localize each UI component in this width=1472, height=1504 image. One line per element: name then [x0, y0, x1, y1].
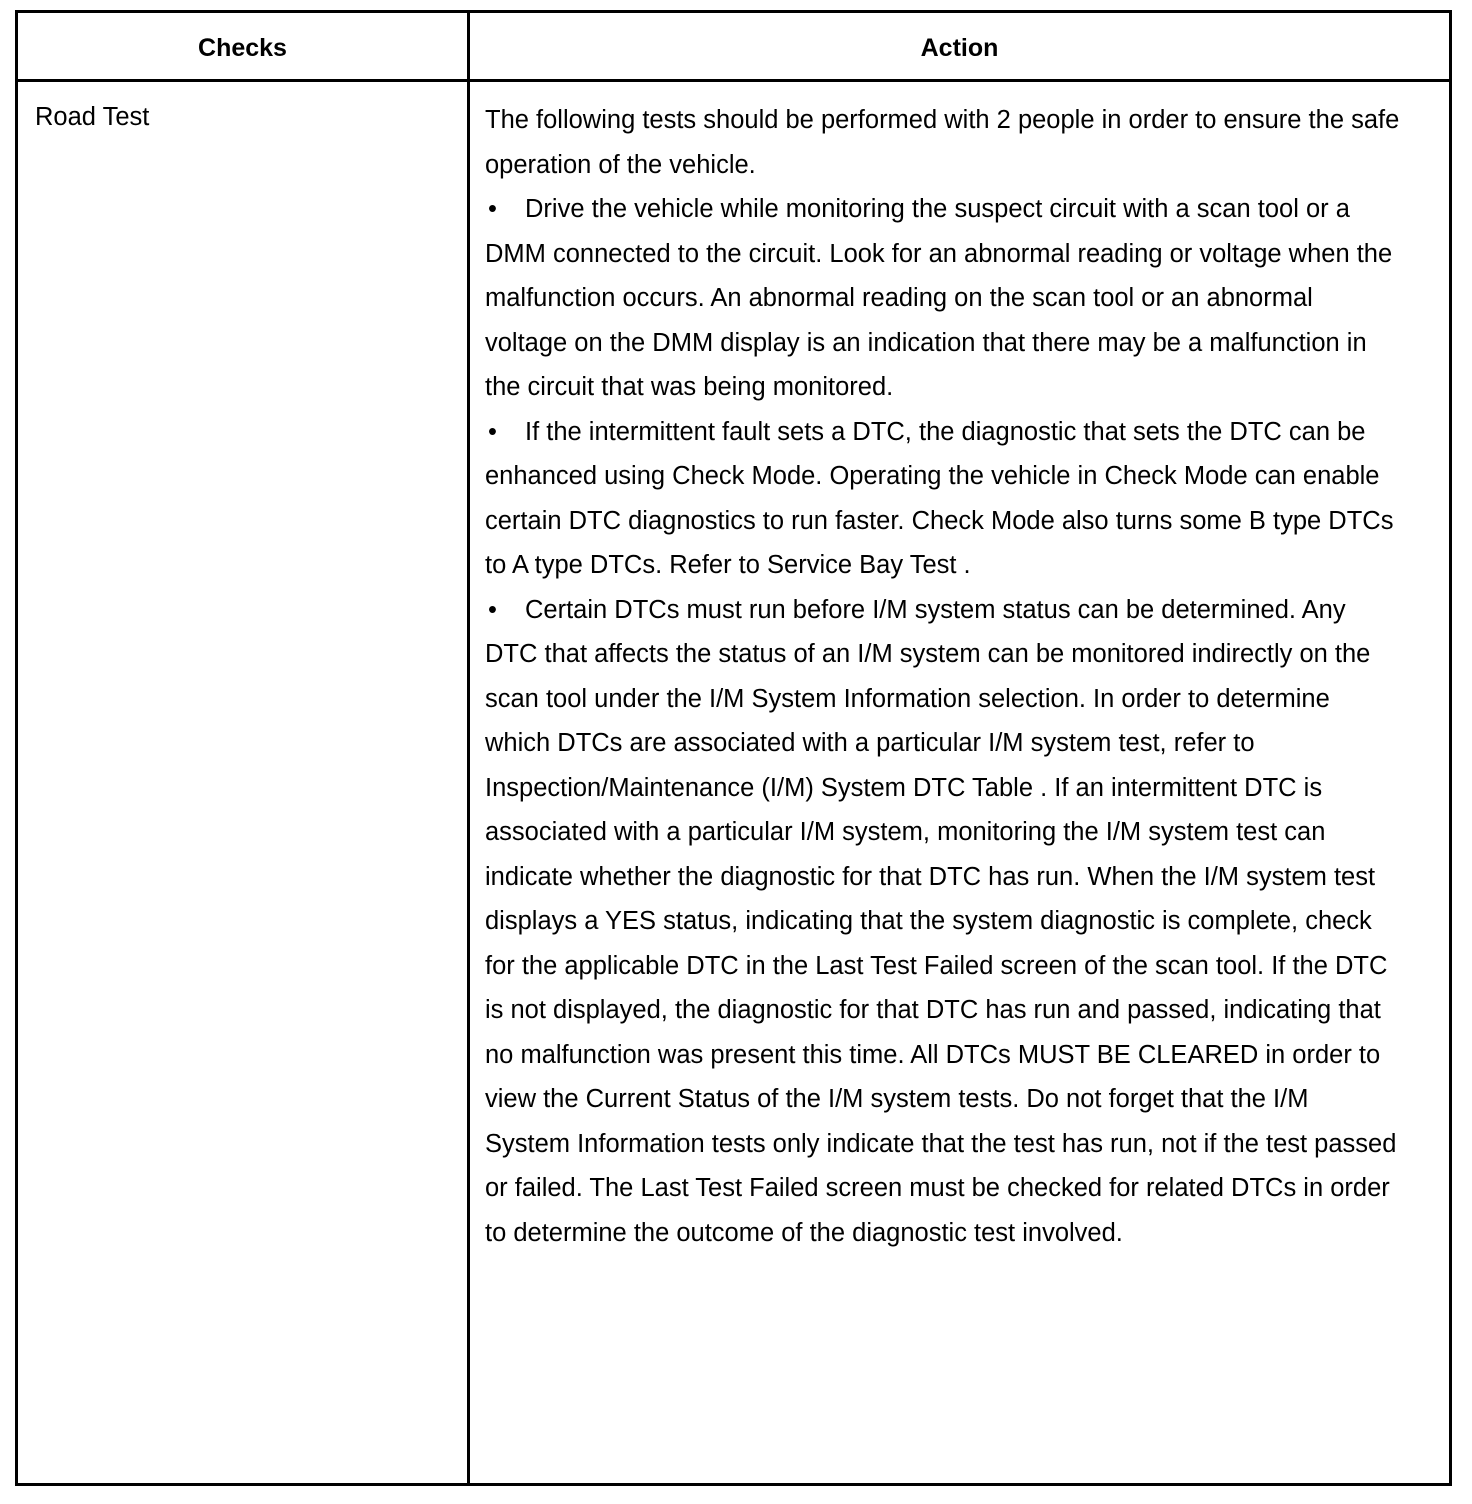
- column-header-checks: Checks: [198, 34, 287, 62]
- bullet-icon: •: [488, 417, 497, 446]
- action-intro: The following tests should be performed with 2 people in order to ensure the safe operation of the vehicle.: [485, 106, 1400, 179]
- diagnostic-table: [15, 10, 1452, 1486]
- action-bullet-text: If the intermittent fault sets a DTC, the diagnostic that sets the DTC can be enhanced using Check Mode. Operating the vehicle in Check Mode can enable certain DTC diagnostics to run faster. Check Mode also turns some B type DTCs to A type DTCs. Refer to Service Bay Test .: [485, 417, 1394, 579]
- action-bullet-text: Certain DTCs must run before I/M system status can be determined. Any DTC that affects the status of an I/M system can be monitored indirectly on the scan tool under the I/M System Information selection. In order to determine which DTCs are associated with a particular I/M system test, refer to Inspection/Maintenance (I/M) System DTC Table . If an intermittent DTC is associated with a particular I/M system, monitoring the I/M system test can indicate whether the diagnostic for that DTC has run. When the I/M system test displays a YES status, indicating that the system diagnostic is complete, check for the applicable DTC in the Last Test Failed screen of the scan tool. If the DTC is not displayed, the diagnostic for that DTC has run and passed, indicating that no malfunction was present this time. All DTCs MUST BE CLEARED in order to view the Current Status of the I/M system tests. Do not forget that the I/M System Information tests only indicate that the test has run, not if the test passed or failed. The Last Test Failed screen must be checked for related DTCs in order to determine the outcome of the diagnostic test involved.: [485, 595, 1397, 1247]
- action-cell: [485, 98, 1400, 1255]
- action-bullet-item: [485, 410, 1400, 588]
- table-header-row: [18, 13, 1449, 82]
- action-bullet-item: [485, 588, 1400, 1256]
- action-bullet-text: Drive the vehicle while monitoring the suspect circuit with a scan tool or a DMM connected to the circuit. Look for an abnormal reading or voltage when the malfunction occurs. An abnormal reading on the scan tool or an abnormal voltage on the DMM display is an indication that there may be a malfunction in the circuit that was being monitored.: [485, 195, 1393, 401]
- check-cell: Road Test: [35, 103, 150, 131]
- bullet-icon: •: [488, 195, 497, 223]
- column-divider: [467, 13, 470, 1483]
- action-bullet-item: [485, 187, 1400, 410]
- column-header-action: Action: [920, 34, 999, 62]
- bullet-icon: •: [488, 595, 497, 624]
